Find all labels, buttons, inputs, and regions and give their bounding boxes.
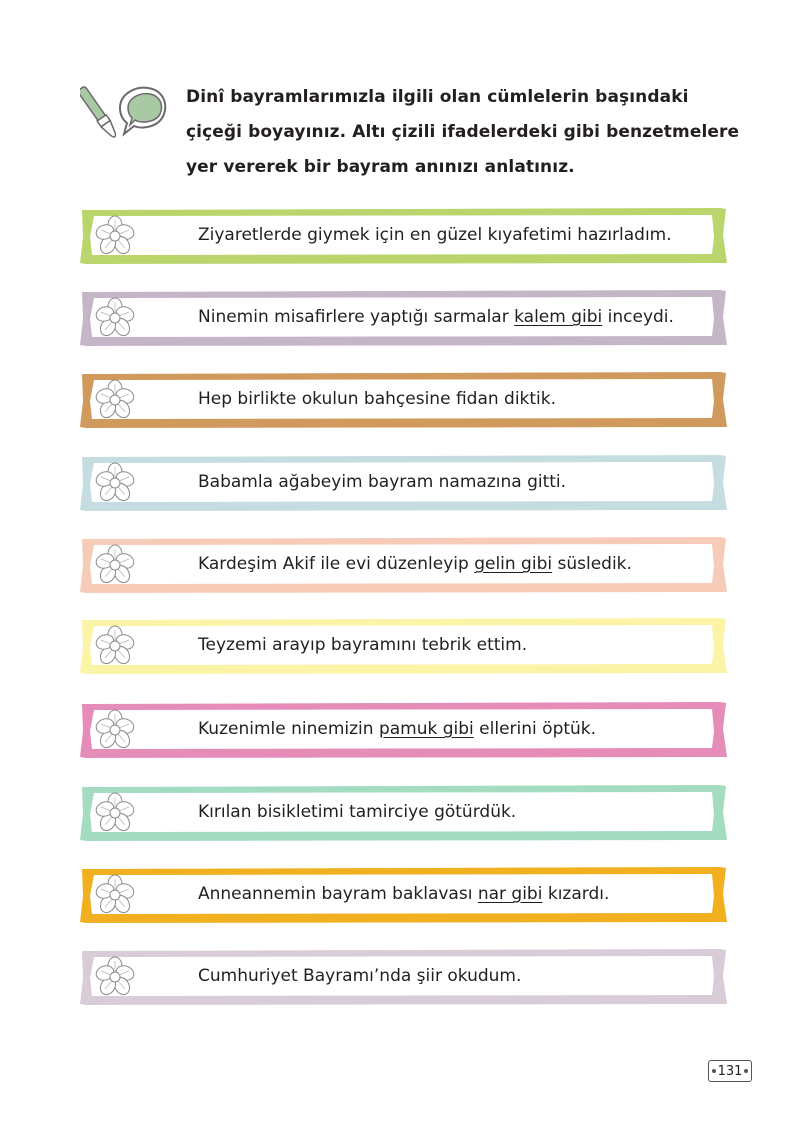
sentence-text: [198, 551, 632, 577]
sentence-part: Hep birlikte okulun bahçesine fidan diktik.: [198, 389, 557, 409]
sentence-part: inceydi.: [602, 307, 674, 327]
flower-icon[interactable]: [93, 624, 137, 668]
sentence-part: süsledik.: [552, 554, 632, 574]
flower-icon[interactable]: [93, 955, 137, 999]
sentence-part: kızardı.: [542, 884, 610, 904]
instruction-header: [80, 72, 740, 182]
sentence-text: [198, 469, 566, 495]
sentence-part: Ziyaretlerde giymek için en güzel kıyafetimi hazırladım.: [198, 225, 672, 245]
underlined-simile: pamuk gibi: [378, 719, 474, 739]
sentence-text: [198, 799, 516, 825]
sentence-part: Cumhuriyet Bayramı’nda şiir okudum.: [198, 966, 522, 986]
page-number: 131: [708, 1060, 752, 1082]
sentence-strip: [80, 617, 728, 675]
sentence-text: [198, 386, 556, 412]
sentence-part: Kuzenimle ninemizin: [198, 719, 379, 739]
flower-icon[interactable]: [93, 378, 137, 422]
flower-icon[interactable]: [93, 873, 137, 917]
underlined-simile: nar gibi: [477, 884, 543, 904]
sentence-strip: [80, 371, 728, 429]
sentence-text: [198, 963, 521, 989]
instruction-text: Dinî bayramlarımızla ilgili olan cümlelerin başındaki çiçeği boyayınız. Altı çizili ifadelerdeki gibi benzetmelere yer vererek bir bayram anınızı anlatınız.: [186, 87, 740, 177]
flower-icon[interactable]: [93, 791, 137, 835]
sentence-part: Kırılan bisikletimi tamirciye götürdük.: [198, 802, 517, 822]
flower-icon[interactable]: [93, 708, 137, 752]
underlined-simile: kalem gibi: [514, 307, 603, 327]
sentence-text: [198, 222, 672, 248]
flower-icon[interactable]: [93, 543, 137, 587]
sentence-strip: [80, 784, 728, 842]
sentence-strip: [80, 948, 728, 1006]
sentence-strip: [80, 701, 728, 759]
sentence-part: Babamla ağabeyim bayram namazına gitti.: [198, 472, 567, 492]
sentence-part: Anneannemin bayram baklavası: [198, 884, 478, 904]
sentence-text: [198, 304, 674, 330]
flower-icon[interactable]: [93, 461, 137, 505]
sentence-strip: [80, 207, 728, 265]
paintbrush-speech-icon: [80, 78, 180, 148]
sentence-strip: [80, 454, 728, 512]
sentence-text: [198, 881, 609, 907]
sentence-part: Ninemin misafirlere yaptığı sarmalar: [198, 307, 515, 327]
sentence-strip: [80, 536, 728, 594]
flower-icon[interactable]: [93, 214, 137, 258]
sentence-part: Teyzemi arayıp bayramını tebrik ettim.: [198, 635, 528, 655]
sentence-strip: [80, 289, 728, 347]
sentence-part: ellerini öptük.: [473, 719, 597, 739]
underlined-simile: gelin gibi: [474, 554, 553, 574]
flower-icon[interactable]: [93, 296, 137, 340]
sentence-part: Kardeşim Akif ile evi düzenleyip: [198, 554, 475, 574]
sentence-text: [198, 632, 527, 658]
sentence-text: [198, 716, 596, 742]
sentence-strip: [80, 866, 728, 924]
